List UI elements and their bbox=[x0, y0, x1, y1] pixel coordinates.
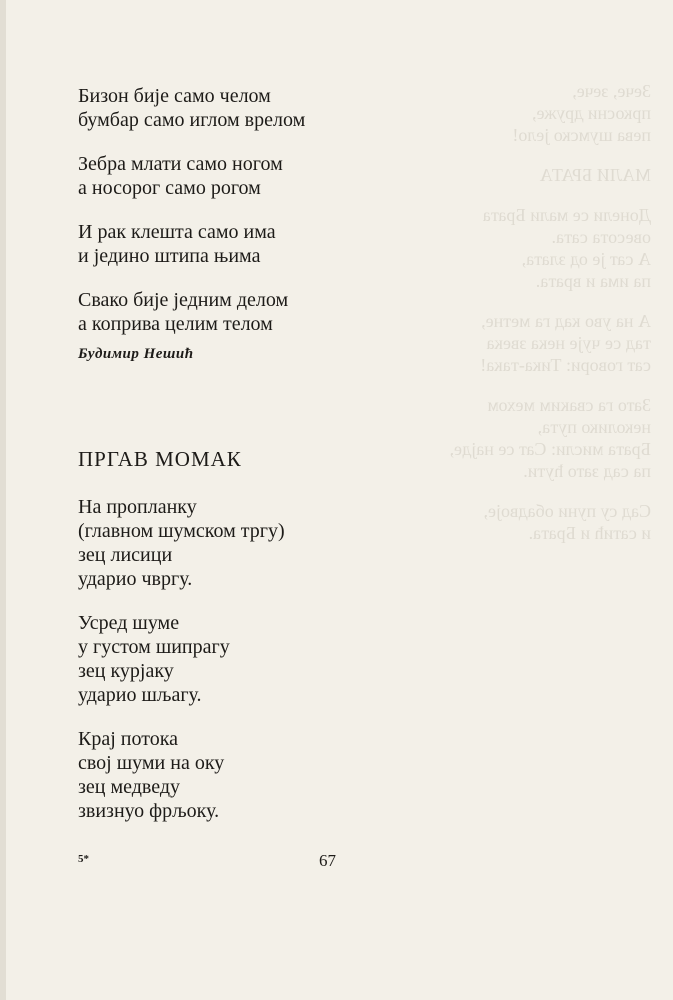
signature-mark: 5* bbox=[78, 853, 89, 865]
poem-line: свој шуми на оку bbox=[78, 752, 225, 774]
poem2-stanza-3 bbox=[78, 727, 388, 823]
poem-line: Усред шуме bbox=[78, 612, 180, 634]
poem-line: ударио чвргу. bbox=[78, 568, 193, 590]
poem-line: На пропланку bbox=[78, 496, 197, 518]
poem-line: бумбар само иглом врелом bbox=[78, 109, 306, 131]
poem2-stanza-1 bbox=[78, 495, 388, 591]
poem1-stanza-4 bbox=[78, 288, 388, 336]
poem-line: зец медведу bbox=[78, 776, 181, 798]
poem-line: а носорог само рогом bbox=[78, 177, 261, 199]
poem-line: И рак клешта само има bbox=[78, 221, 276, 243]
poem-line: ударио шљагу. bbox=[78, 684, 202, 706]
bleed-through-text: Зече, зече, пркосни друже, пева шумско јело! МАЛИ БРАТА Донели се мали Брата овесота сата. А сат је од злата, па има и врата. А на уво кад га метне, тад се чује нека звека сат говори: Тика-така! Зато га сваким мехом неколико пута, Брата мисли: Сат се најде, па сад зато ћути. Сад су пуни обадвоје, и сатић и Брата. bbox=[449, 81, 651, 543]
poem-line: Зебра млати само ногом bbox=[78, 153, 283, 175]
poem1-stanza-3 bbox=[78, 220, 388, 268]
poem-line: звизнуо фрљоку. bbox=[78, 800, 220, 822]
poem-line: Свако бије једним делом bbox=[78, 289, 289, 311]
poem-line: Крај потока bbox=[78, 728, 178, 750]
poem-line: (главном шумском тргу) bbox=[78, 520, 285, 542]
poem-line: зец курјаку bbox=[78, 660, 174, 682]
poem-line: зец лисици bbox=[78, 544, 173, 566]
poem1-stanza-2 bbox=[78, 152, 388, 200]
page-content bbox=[78, 84, 388, 843]
poem1-stanza-1 bbox=[78, 84, 388, 132]
poem-line: а коприва целим телом bbox=[78, 313, 273, 335]
poem-title: ПРГАВ МОМАК bbox=[78, 447, 242, 471]
poem-author: Будимир Нешић bbox=[78, 346, 194, 362]
page-number: 67 bbox=[319, 851, 336, 870]
poem-line: у густом шипрагу bbox=[78, 636, 230, 658]
section-gap bbox=[78, 363, 388, 447]
poem-line: и једино штипа њима bbox=[78, 245, 261, 267]
poem2-stanza-2 bbox=[78, 611, 388, 707]
poem-line: Бизон бије само челом bbox=[78, 85, 271, 107]
